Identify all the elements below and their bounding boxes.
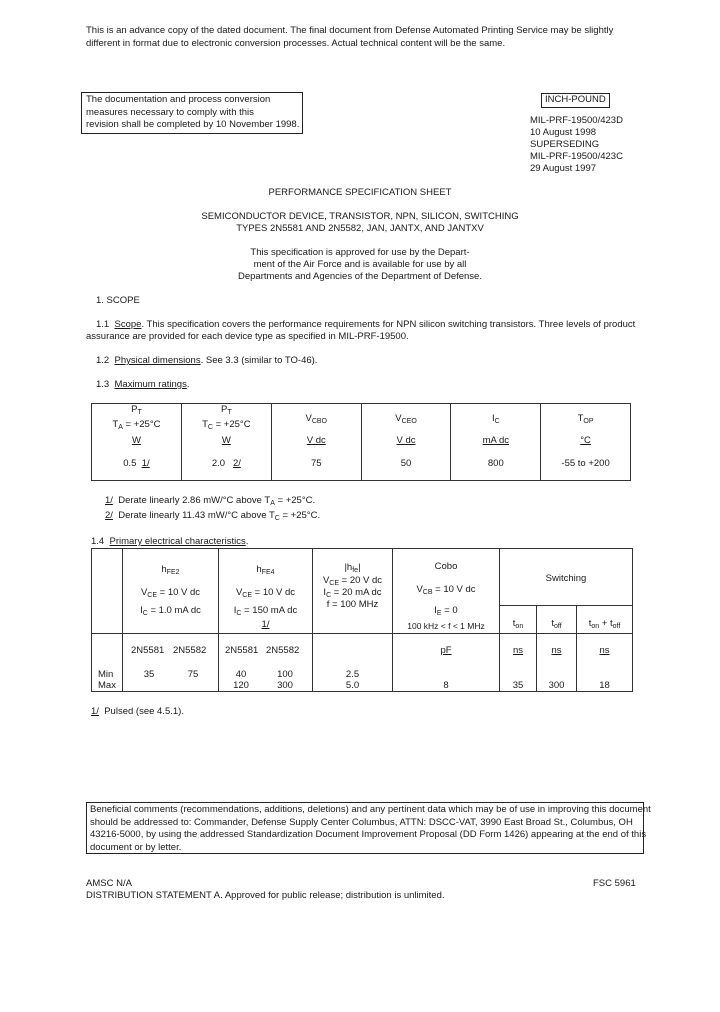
header-hfe-ic: $I_C = 20$ mA dc — [323, 587, 382, 599]
header-hfe2-vce: $V_{CE} = 10$ V dc — [140, 587, 201, 599]
ratings-unit: V dc — [271, 435, 361, 447]
header-hfe2-ic: $I_C = 1.0$ mA dc — [140, 605, 201, 617]
unit-cobo: pF — [440, 645, 452, 656]
advance-copy-notice-line2: different in format due to electronic conversion processes. Actual technical content will be the same. — [86, 38, 506, 49]
header-cobo-vcb: $V_{CB} = 10$ V dc — [416, 584, 476, 596]
beneficial-comments-box — [86, 802, 651, 854]
header-hfe-freq: f = 100 MHz — [326, 599, 379, 610]
ratings-header-vcbo: $V_{CBO}$ — [271, 404, 361, 435]
ratings-unit: °C — [541, 435, 631, 447]
row-label-max: Max — [98, 680, 116, 691]
footnote-1: 1/ Derate linearly 2.86 mW/°C above $T_A = +25^\circ C$. — [105, 495, 316, 507]
row-label-min: Min — [98, 669, 114, 680]
comments-line4: document or by letter. — [90, 841, 182, 853]
header-cobo: Cobo — [434, 561, 458, 572]
superseding-label: SUPERSEDING — [530, 139, 600, 150]
device-title: SEMICONDUCTOR DEVICE, TRANSISTOR, NPN, SILICON, SWITCHING — [201, 211, 519, 222]
min-value: 35 — [143, 669, 155, 680]
ratings-header-top: $T_{OP}$ — [541, 404, 631, 435]
ratings-header-pt-ambient: $P_T$ $T_A = +25^\circ C$ — [92, 404, 182, 435]
max-value: 300 — [277, 680, 293, 691]
ratings-header-ic: $I_C$ — [451, 404, 541, 435]
amsc-label: AMSC N/A — [86, 878, 132, 889]
advance-copy-notice-line1: This is an advance copy of the dated document. The final document from Defense Automated Printing Service may be slightly — [86, 25, 614, 36]
doc-number: MIL-PRF-19500/423D — [530, 115, 623, 126]
min-value: 2.5 — [345, 669, 360, 680]
ratings-header-vceo: $V_{CEO}$ — [361, 404, 451, 435]
section-1-2 — [96, 355, 317, 368]
min-value: 75 — [187, 669, 199, 680]
scope-heading: 1. SCOPE — [96, 295, 140, 306]
max-value: 35 — [512, 680, 524, 691]
section-1-1-title: Scope — [114, 319, 142, 330]
section-1-4: 1.4 Primary electrical characteristics. — [91, 536, 249, 547]
max-value: 18 — [599, 680, 610, 691]
section-1-1 — [96, 319, 635, 332]
header-hfe4: $h_{FE4}$ — [256, 564, 275, 576]
ratings-unit: W — [181, 435, 271, 447]
max-value: 8 — [443, 680, 449, 691]
maximum-ratings-table — [91, 403, 631, 481]
header-hfe2: $h_{FE2}$ — [161, 564, 180, 576]
type-label: 2N5581 — [225, 645, 259, 656]
header-cobo-ie: $I_E = 0$ — [434, 605, 458, 617]
section-1-2-number: 1.2 — [96, 355, 110, 366]
ratings-unit: V dc — [361, 435, 451, 447]
pulsed-note-mark: 1/ — [91, 706, 99, 717]
header-toff: $t_{off}$ — [551, 618, 562, 630]
header-switching: Switching — [545, 573, 587, 584]
ratings-value-pt-ambient: 0.5 1/ — [92, 447, 182, 481]
header-hfe4-ic: $I_C = 150$ mA dc — [233, 605, 298, 617]
section-1-1-number: 1.1 — [96, 319, 110, 330]
max-value: 5.0 — [345, 680, 360, 691]
section-1-3 — [96, 379, 189, 392]
inch-pound-label: INCH-POUND — [541, 93, 610, 108]
header-hfe4-vce: $V_{CE} = 10$ V dc — [235, 587, 296, 599]
type-label: 2N5581 — [131, 645, 165, 656]
approval-line2: ment of the Air Force and is available for use by all — [253, 259, 467, 270]
ratings-unit: mA dc — [451, 435, 541, 447]
header-ton: $t_{on}$ — [512, 618, 524, 630]
unit-tsum: ns — [599, 645, 610, 656]
unit-toff: ns — [551, 645, 562, 656]
pulsed-note: 1/ Pulsed (see 4.5.1). — [91, 706, 184, 717]
footnote-2: 2/ Derate linearly 11.43 mW/°C above $T_C = +25^\circ C$. — [105, 510, 321, 522]
ratings-header-pt-case: $P_T$ $T_C = +25^\circ C$ — [181, 404, 271, 435]
header-hfe4-note: 1/ — [261, 619, 270, 630]
unit-ton: ns — [512, 645, 524, 656]
section-1-3-number: 1.3 — [96, 379, 110, 390]
conversion-box — [81, 92, 303, 134]
ratings-value-pt-case: 2.0 2/ — [181, 447, 271, 481]
max-value: 120 — [233, 680, 249, 691]
superseded-doc-date: 29 August 1997 — [530, 163, 597, 174]
comments-line1: Beneficial comments (recommendations, additions, deletions) and any pertinent data which may be of use in improving this document — [90, 804, 651, 815]
electrical-characteristics-table — [91, 548, 633, 692]
approval-line1: This specification is approved for use by the Depart- — [250, 247, 470, 258]
section-1-2-title: Physical dimensions — [114, 355, 201, 366]
conversion-line3: revision shall be completed by 10 November 1998. — [86, 119, 300, 130]
superseded-doc-number: MIL-PRF-19500/423C — [530, 151, 623, 162]
ratings-unit: W — [92, 435, 182, 447]
conversion-line1: The documentation and process conversion — [86, 94, 271, 105]
comments-line3: 43216-5000, by using the addressed Standardization Document Improvement Proposal (DD Form 1426) appearing at the end of this — [90, 829, 647, 840]
min-value: 40 — [235, 669, 247, 680]
section-1-3-title: Maximum ratings — [114, 379, 187, 390]
section-1-1-text: . This specification covers the performance requirements for NPN silicon switching transistors. Three levels of product — [141, 319, 636, 330]
doc-date: 10 August 1998 — [530, 127, 597, 138]
ratings-header-row — [92, 404, 631, 435]
ratings-units-row — [92, 435, 631, 447]
section-1-2-text: . See 3.3 (similar to TO-46). — [200, 355, 318, 366]
max-value: 300 — [548, 680, 565, 691]
header-cobo-freq: 100 kHz < f < 1 MHz — [407, 621, 485, 631]
ratings-value-ic: 800 — [451, 447, 541, 481]
distribution-statement: DISTRIBUTION STATEMENT A. Approved for public release; distribution is unlimited. — [86, 890, 445, 901]
header-hfe-small-signal: $|h_{fe}|$ — [344, 562, 361, 574]
type-label: 2N5582 — [173, 645, 207, 656]
comments-line2: should be addressed to: Commander, Defense Supply Center Columbus, ATTN: DSCC-VAT, 3990 East Broad St., Columbus, OH — [90, 816, 633, 828]
ratings-value-top: -55 to +200 — [541, 447, 631, 481]
footnote-2-mark: 2/ — [105, 510, 113, 521]
min-value: 100 — [277, 669, 293, 680]
section-1-4-title: Primary electrical characteristics — [109, 536, 246, 547]
section-1-3-dot: . — [186, 379, 190, 390]
type-label: 2N5582 — [266, 645, 300, 656]
ratings-value-vceo: 50 — [361, 447, 451, 481]
ratings-value-vcbo: 75 — [271, 447, 361, 481]
section-1-1-text-line2: assurance are provided for each device type as specified in MIL-PRF-19500. — [86, 331, 409, 342]
fsc-label: FSC 5961 — [593, 878, 636, 889]
header-hfe-vce: $V_{CE} = 20$ V dc — [322, 575, 383, 587]
header-ton-plus-toff: $t_{on} + t_{off}$ — [588, 618, 621, 630]
conversion-line2: measures necessary to comply with this — [86, 106, 254, 118]
section-1-4-number: 1.4 — [91, 536, 105, 547]
footnote-1-mark: 1/ — [105, 495, 113, 506]
approval-line3: Departments and Agencies of the Department of Defense. — [238, 271, 482, 282]
ratings-values-row — [92, 447, 631, 481]
types-title: TYPES 2N5581 AND 2N5582, JAN, JANTX, AND JANTXV — [236, 223, 484, 234]
sheet-title: PERFORMANCE SPECIFICATION SHEET — [268, 187, 452, 198]
